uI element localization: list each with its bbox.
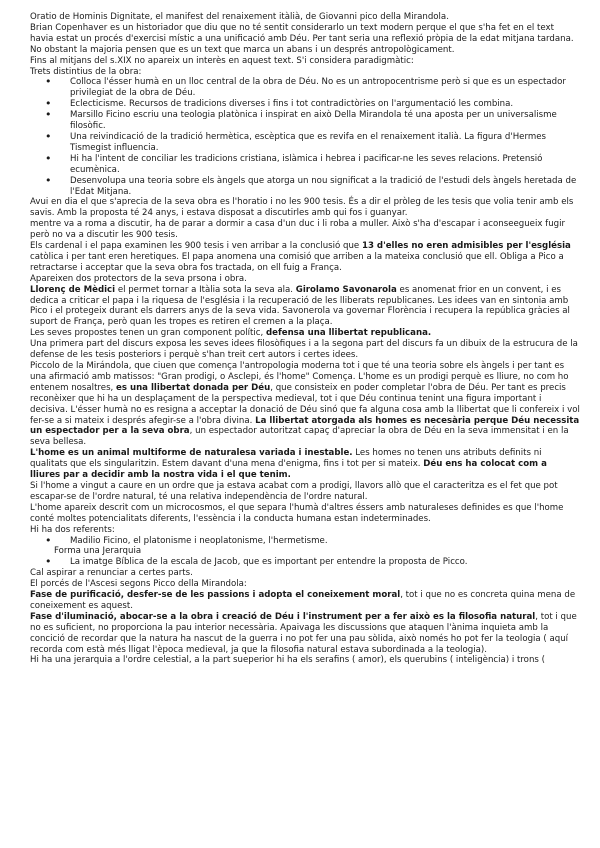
document-title: Oratio de Hominis Dignitate, el manifest del renaixement itàlià, de Giovanni pico della Mirandola.: [30, 12, 449, 22]
text-run: Les seves propostes tenen un gran component polític,: [30, 328, 267, 339]
bold-run: Girolamo Savonarola: [295, 284, 397, 295]
traits-heading: Trets distintius de la obra:: [30, 66, 142, 77]
paragraph-horatio: Avui en dia el que s'aprecia de la seva obra es l'horatio i no les 900 tesis. És a dir el pròleg de les tesis que volia tenir amb els savis. Amb la proposta té 24 anys, i estava disposat a discutirles amb qui fos i guanyar.: [30, 197, 574, 219]
referents-list: [30, 536, 580, 547]
bold-run: Fase de purificació, desfer-se de les passions i adopta el coneixement moral: [30, 590, 401, 601]
list-item: • Hi ha l'intent de conciliar les tradicions cristiana, islàmica i hebrea i pacificar-ne les seves relacions. Pretensió ecumènica.: [70, 154, 580, 176]
paragraph-iluminacio: [30, 612, 580, 656]
paragraph-multiforme: [30, 448, 580, 481]
text-run: es anomenat frior en un convent, i es dedica a criticar el papa i la riquesa de l'església i la recuperació de les lliberats republicanes. Les idees van en sintonia amb Pico i el protegeix durant els darrers anys de la seva vida. Savonerola va governar Florència i recupera la república gràcies al suport de França, però quan les tropes es retiren el cremen a la plaça.: [30, 284, 570, 328]
bold-run: La llibertat atorgada als homes es necesària perque Déu necessita un espectador per a la seva obra: [30, 415, 580, 437]
list-item: • La imatge Bíblica de la escala de Jacob, que es important per entendre la proposta de Picco.: [70, 557, 580, 568]
paragraph-copenhaver: Brian Copenhaver es un historiador que diu que no té sentit considerarlo un text modern perque el que s'ha fet en el text havia estat un procés d'exercisi místic a una unificació amb Déu. Per tant seria una reflexió pròpia de la edat mitjana tardana. No obstant la majoria pensen que es un text que marca un abans i un després antropològicament.: [30, 22, 574, 55]
paragraph-protectors: Apareixen dos protectors de la seva prsona i obra.: [30, 273, 247, 284]
paragraph-piccolo: [30, 361, 580, 448]
list-item: • Una reivindicació de la tradició hermètica, escèptica que es revifa en el renaixement italià. La figura d'Hermes Tismegist influencia.: [70, 132, 580, 154]
list-item: • Marsillo Ficino escriu una teologia platònica i inspirat en això Della Mirandola té una aposta per un universalisme filosòfic.: [70, 110, 580, 132]
paragraph-medici: [30, 285, 580, 329]
bold-run: es una llibertat donada per Déu: [116, 382, 271, 393]
paragraph-purificacio: [30, 590, 580, 612]
referents-subnote: Forma una Jerarquia: [54, 546, 142, 557]
bold-run: defensa una llibertat republicana.: [266, 328, 432, 339]
text-run: Piccolo de la Mirándola, que ciuen que comença l'antropologia moderna tot i que té una teoria sobre els àngels i per tant es una afirmació amb matissos: "Gran prodigi, o Asclepi, és l'home" Comença. L'home es un prodigi perquè es lliure, no com ho entenem nosaltres,: [30, 361, 569, 393]
text-run: catòlica i per tant eren heretiques. El papa anomena una comisió que arriben a la mateixa conclusió que ell. Obliga a Pico a retractarse i acceptar que la seva obra fos tractada, on ell fuig a França.: [30, 251, 564, 273]
paragraph-cardenal: [30, 241, 580, 274]
list-item: • Eclecticisme. Recursos de tradicions diverses i fins i tot contradictòries on l'argumentació les combina.: [70, 99, 580, 110]
text-run: , que consisteix en poder completar l'obra de Déu. Per tant es precis reconèixer que hi ha un desplaçament de la perspectiva medieval, tot i que Déu continua tenint una figura important i decisiva. L'ésser humà no es resigna a acceptar la donació de Déu sinó que fa alguna cosa amb la llibertat que li confereix i vol fer-se a si mateix i després afegir-se a l'obra divina.: [30, 382, 580, 426]
traits-list: [30, 77, 580, 197]
bold-run: L'home es un animal multiforme de naturalesa variada i inestable.: [30, 448, 353, 459]
paragraph-ascesi: El porcés de l'Ascesi segons Picco della Mirandola:: [30, 579, 247, 590]
list-item: • Colloca l'ésser humà en un lloc central de la obra de Déu. No es un antropocentrisme però si que es un espectador privilegiat de la obra de Déu.: [70, 77, 580, 99]
text-run: Els cardenal i el papa examinen les 900 tesis i ven arribar a la conclusió que: [30, 241, 362, 252]
text-run: el permet tornar a Itàlia sota la seva ala.: [115, 284, 296, 295]
paragraph-microcosmos: L'home apareix descrit com un microcosmos, el que separa l'humà d'altres éssers amb naturaleses definides es que l'home conté moltes potencialitats diferents, l'essència i la conducta humana estan indeterminades.: [30, 502, 564, 524]
bold-run: Fase d'iluminació, abocar-se a la obra i creació de Déu i l'instrument per a fer això es la filosofia natural: [30, 611, 536, 622]
paragraph-renunciar: Cal aspirar a renunciar a certes parts.: [30, 568, 193, 579]
text-run: , un espectador autoritzat capaç d'apreciar la obra de Déu en la seva immensitat i en la seva bellesa.: [30, 426, 569, 448]
list-item: • Madilio Ficino, el platonisme i neoplatonisme, l'hermetisme.: [70, 536, 580, 547]
list-item: • Desenvolupa una teoria sobre els àngels que atorga un nou significat a la tradició de l'estudi dels àngels heretada de l'Edat Mitjana.: [70, 176, 580, 198]
paragraph-politic: [30, 328, 580, 339]
paragraph-jerarquia: Hi ha una jerarquia a l'ordre celestial, a la part sueperior hi ha els serafins ( amor), els querubins ( inteligència) i trons (: [30, 655, 545, 666]
paragraph-roma: mentre va a roma a discutir, ha de parar a dormir a casa d'un duc i li roba a muller. Això s'ha d'escapar i aconseegueix fugir però no va a discutir les 900 tesis.: [30, 219, 566, 241]
paragraph-xix: Fins al mitjans del s.XIX no apareix un interès en aquest text. S'i considera paradigmàtic:: [30, 55, 414, 66]
paragraph-ordre: Si l'home a vingut a caure en un ordre que ja estava acabat com a prodigi, llavors allò que el caracteritza es el fet que pot escapar-se de l'ordre natural, té una relativa independència de l'ordre natural.: [30, 480, 558, 502]
bold-run: 13 d'elles no eren admisibles per l'església: [361, 241, 571, 252]
text-run: , tot i que no es concreta quina mena de coneixement es aquest.: [30, 590, 576, 611]
bold-run: Déu ens ha colocat com a lliures par a decidir amb la nostra vida i el que tenim.: [30, 459, 547, 481]
bold-run: Llorenç de Mèdici: [30, 284, 116, 295]
paragraph-discurs: Una primera part del discurs exposa les seves idees filosòfiques i a la segona part del discurs fa un dibuix de la estrucura de la defense de les tesis posteriors i perquè s'han treit cert autors i certes idees.: [30, 339, 578, 361]
referents-list-2: [30, 557, 580, 568]
text-run: , tot i que no es suficient, no proporciona la pau interior necessària. Apaivaga les discussions que ataquen l'ànima inquieta amb la concició de recordar que la natura ha nascut de la guerra i no pot fer una pau sòlida, això només ho pot fer la teologia ( aquí recorda com està més lligat l'època medieval, ja que la filosofia natural estava subordinada a la teologia).: [30, 611, 577, 655]
paragraph-referents: Hi ha dos referents:: [30, 524, 115, 535]
text-run: Les homes no tenen uns atributs definits ni qualitats que els singularitzin. Estem davant d'una mena d'enigma, fins i tot per si mateix.: [30, 448, 542, 470]
